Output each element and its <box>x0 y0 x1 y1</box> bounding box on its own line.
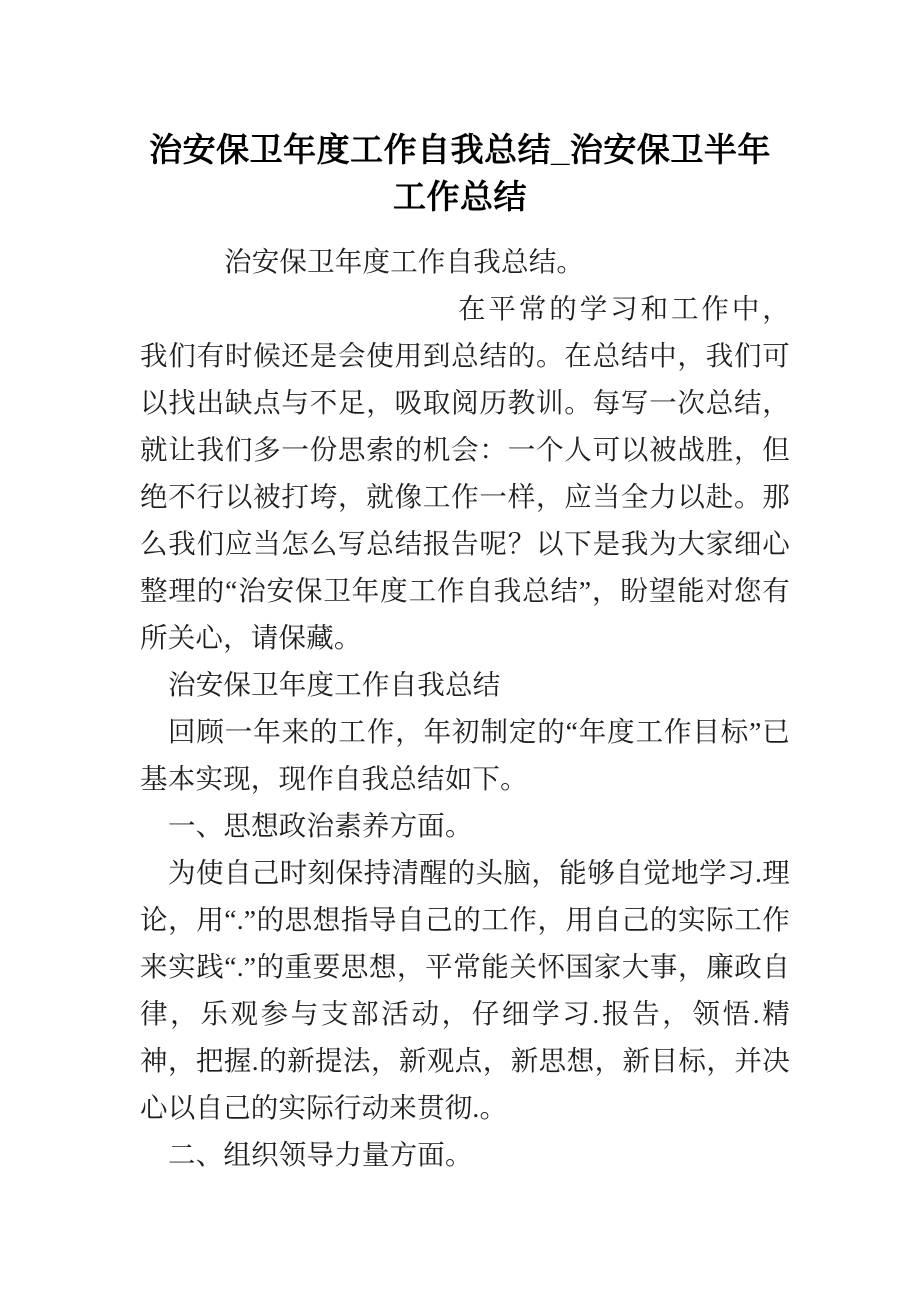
page-title-line-2: 工作总结 <box>393 178 527 215</box>
body-paragraph: 回顾一年来的工作，年初制定的“年度工作目标”已基本实现，现作自我总结如下。 <box>140 716 790 794</box>
body-paragraph: 治安保卫年度工作自我总结。 <box>224 246 585 277</box>
page-title <box>120 126 800 220</box>
body-paragraph: 治安保卫年度工作自我总结 <box>168 669 501 700</box>
body-paragraph: 在平常的学习和工作中，我们有时候还是会使用到总结的。在总结中，我们可以找出缺点与不足，吸取阅历教训。每写一次总结，就让我们多一份思索的机会：一个人可以被战胜，但绝不行以被打垮，就像工作一样，应当全力以赴。那么我们应当怎么写总结报告呢？以下是我为大家细心整理的“治安保卫年度工作自我总结”，盼望能对您有所关心，请保藏。 <box>140 293 790 653</box>
page-title-line-1: 治安保卫年度工作自我总结_治安保卫半年 <box>149 131 771 168</box>
section-heading: 二、组织领导力量方面。 <box>168 1139 473 1170</box>
document-body <box>140 238 790 1178</box>
section-heading: 一、思想政治素养方面。 <box>168 810 473 841</box>
body-paragraph: 为使自己时刻保持清醒的头脑，能够自觉地学习.理论，用“.”的思想指导自己的工作，用自己的实际工作来实践“.”的重要思想，平常能关怀国家大事，廉政自律，乐观参与支部活动，仔细学习.报告，领悟.精神，把握.的新提法，新观点，新思想，新目标，并决心以自己的实际行动来贯彻.。 <box>140 857 790 1123</box>
